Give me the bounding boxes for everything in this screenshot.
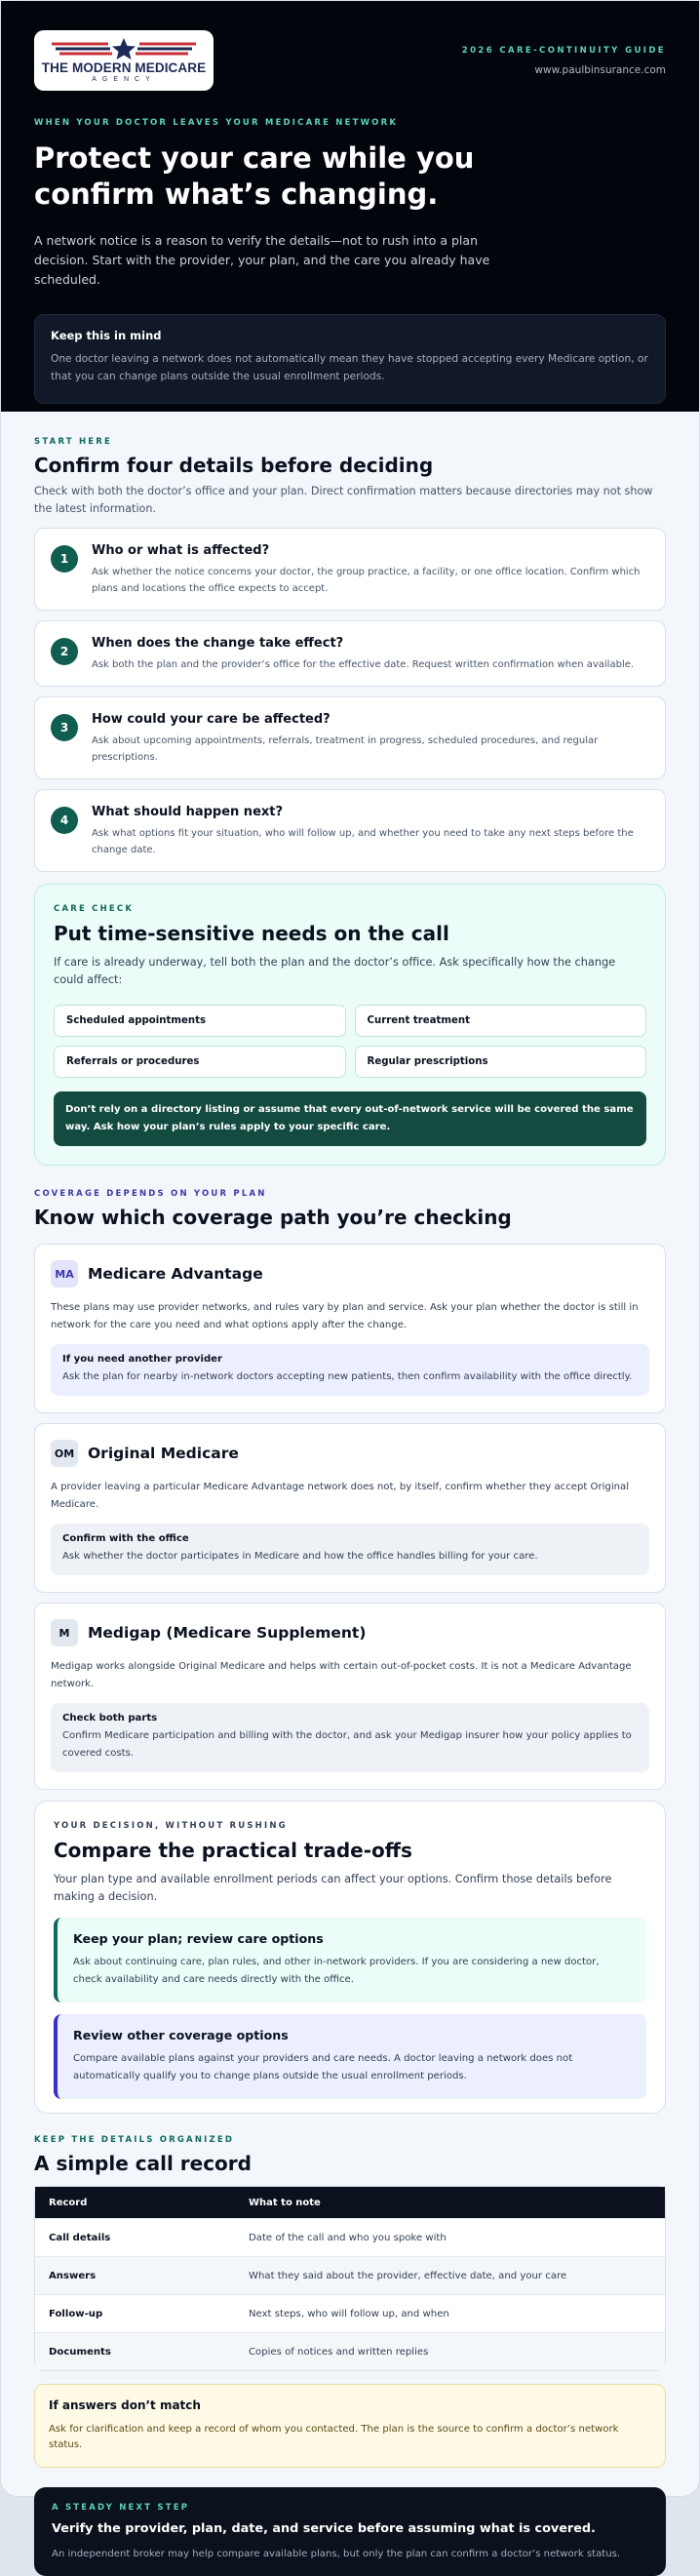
plan-tip-box [51,1524,649,1575]
care-check-eyebrow: CARE CHECK [54,904,135,914]
hero-intro: A network notice is a reason to verify the details—not to rush into a plan decision. Start with the provider, your plan, and the care you already have scheduled. [34,233,490,287]
step-card [34,696,666,779]
answers-title: If answers don’t match [49,2398,201,2412]
next-step-eyebrow: A STEADY NEXT STEP [52,2503,190,2513]
record-eyebrow: KEEP THE DETAILS ORGANIZED [34,2135,235,2145]
plan-tip-text: Ask whether the doctor participates in Medicare and how the office handles billing for your care. [62,1551,538,1562]
option-title: Keep your plan; review care options [73,1931,324,1946]
next-step-title: Verify the provider, plan, date, and service before assuming what is covered. [52,2521,596,2536]
column-header: What to note [249,2197,321,2208]
table-row [35,2332,665,2370]
step-card [34,620,666,687]
next-step-banner [34,2487,666,2576]
coverage-title: Know which coverage path you’re checking [34,1206,512,1229]
header-meta [462,46,666,76]
decision-eyebrow: YOUR DECISION, WITHOUT RUSHING [54,1821,288,1831]
plan-tip-title: Confirm with the office [62,1533,189,1544]
plan-tip-box [51,1703,649,1772]
step-title: When does the change take effect? [92,636,344,651]
care-check-note: Don’t rely on a directory listing or assume that every out-of-network service will be covered the same way. Ask how your plan’s rules apply to your specific care. [54,1091,646,1146]
table-row [35,2294,665,2332]
step-title: How could your care be affected? [92,712,331,727]
page-title: Protect your care while you confirm what’s changing. [34,141,475,211]
decision-title: Compare the practical trade-offs [54,1839,412,1862]
plan-card-medigap [34,1603,666,1790]
table-cell: Documents [49,2346,111,2358]
answers-text: Ask for clarification and keep a record of whom you contacted. The plan is the source to confirm a doctor’s network status. [49,2424,619,2450]
website-link[interactable]: www.paulbinsurance.com [534,64,666,76]
plan-text: A provider leaving a particular Medicare Advantage network does not, by itself, confirm whether they accept Original Medicare. [51,1482,630,1510]
coverage-section [34,1189,666,1790]
step-text: Ask about upcoming appointments, referrals, treatment in progress, scheduled procedures, and regular prescriptions. [92,735,599,763]
needs-grid [54,1005,646,1078]
hero-eyebrow: WHEN YOUR DOCTOR LEAVES YOUR MEDICARE NETWORK [34,118,399,128]
agency-logo[interactable] [34,30,214,91]
plan-name: Original Medicare [88,1445,239,1462]
plan-badge: M [51,1619,78,1646]
plan-card-medicare-advantage [34,1244,666,1413]
table-cell: Date of the call and who you spoke with [249,2232,447,2243]
step-card [34,528,666,611]
care-check-description: If care is already underway, tell both the plan and the doctor’s office. Ask specifically how the change could affect: [54,956,616,986]
coverage-eyebrow: COVERAGE DEPENDS ON YOUR PLAN [34,1189,267,1199]
decision-description: Your plan type and available enrollment periods can affect your options. Confirm those details before making a decision. [54,1873,612,1903]
plan-name: Medicare Advantage [88,1265,263,1283]
plan-tip-title: Check both parts [62,1713,158,1724]
care-check-section [34,884,666,1166]
plan-tip-title: If you need another provider [62,1354,222,1365]
care-check-title: Put time-sensitive needs on the call [54,922,449,945]
option-review-coverage [54,2014,646,2099]
table-cell: Next steps, who will follow up, and when [249,2308,449,2319]
column-header: Record [49,2197,88,2208]
step-card [34,789,666,872]
hero-section [1,1,699,412]
table-row [35,2256,665,2294]
answers-callout [34,2384,666,2468]
need-item: Scheduled appointments [54,1005,346,1037]
call-record-table [34,2186,666,2371]
step-number-badge: 3 [51,714,78,741]
keep-in-mind-callout [34,314,666,404]
guide-label: 2026 CARE-CONTINUITY GUIDE [461,46,666,56]
table-cell: Copies of notices and written replies [249,2346,429,2358]
logo-subtitle: AGENCY [92,76,156,83]
keep-in-mind-title: Keep this in mind [51,329,162,342]
start-section [34,437,666,872]
step-text: Ask both the plan and the provider’s office for the effective date. Request written confirmation when available. [92,659,635,670]
start-title: Confirm four details before deciding [34,454,434,477]
step-text: Ask whether the notice concerns your doctor, the group practice, a facility, or one office location. Confirm which plans and locations the office expects to accept. [92,567,641,594]
need-item: Referrals or procedures [54,1046,346,1078]
steps-list [34,528,666,872]
next-step-text: An independent broker may help compare available plans, but only the plan can confirm a doctor’s network status. [52,2549,621,2559]
plan-tip-text: Ask the plan for nearby in-network doctors accepting new patients, then confirm availability with the office directly. [62,1371,633,1382]
step-number-badge: 1 [51,545,78,573]
table-cell: What they said about the provider, effective date, and your care [249,2270,567,2281]
record-section [34,2135,666,2371]
plan-tip-text: Confirm Medicare participation and billing with the doctor, and ask your Medigap insurer how your policy applies to covered costs. [62,1730,632,1759]
start-eyebrow: START HERE [34,437,113,447]
plan-name: Medigap (Medicare Supplement) [88,1624,367,1642]
keep-in-mind-text: One doctor leaving a network does not automatically mean they have stopped accepting every Medicare option, or that you can change plans outside the usual enrollment periods. [51,353,648,382]
need-item: Current treatment [355,1005,647,1037]
plan-tip-box [51,1344,649,1396]
start-description: Check with both the doctor’s office and your plan. Direct confirmation matters because directories may not show the latest information. [34,485,653,515]
plan-badge: MA [51,1260,78,1288]
record-title: A simple call record [34,2152,252,2175]
step-text: Ask what options fit your situation, who will follow up, and whether you need to take any next steps before the change date. [92,828,634,855]
decision-section [34,1801,666,2114]
logo-name: THE MODERN MEDICARE [41,60,207,75]
plan-text: Medigap works alongside Original Medicare and helps with certain out-of-pocket costs. It is not a Medicare Advantage network. [51,1661,632,1689]
step-title: Who or what is affected? [92,543,270,558]
table-cell: Answers [49,2270,97,2281]
table-cell: Follow-up [49,2308,103,2319]
step-number-badge: 4 [51,807,78,834]
option-keep-plan [54,1918,646,2002]
table-header [35,2187,665,2218]
plan-card-original-medicare [34,1423,666,1593]
table-cell: Call details [49,2232,111,2243]
plan-badge: OM [51,1440,78,1467]
step-number-badge: 2 [51,638,78,665]
step-title: What should happen next? [92,805,284,819]
option-text: Compare available plans against your providers and care needs. A doctor leaving a network does not automatically qualify you to change plans outside the usual enrollment periods. [73,2053,573,2081]
table-row [35,2218,665,2256]
option-text: Ask about continuing care, plan rules, and other in-network providers. If you are considering a new doctor, check availability and care needs directly with the office. [73,1957,600,1985]
main-content [1,412,699,2576]
flag-star-icon [46,38,202,59]
option-title: Review other coverage options [73,2028,289,2042]
plan-text: These plans may use provider networks, and rules vary by plan and service. Ask your plan whether the doctor is still in network for the care you need and what options apply after the change. [51,1302,639,1330]
need-item: Regular prescriptions [355,1046,647,1078]
